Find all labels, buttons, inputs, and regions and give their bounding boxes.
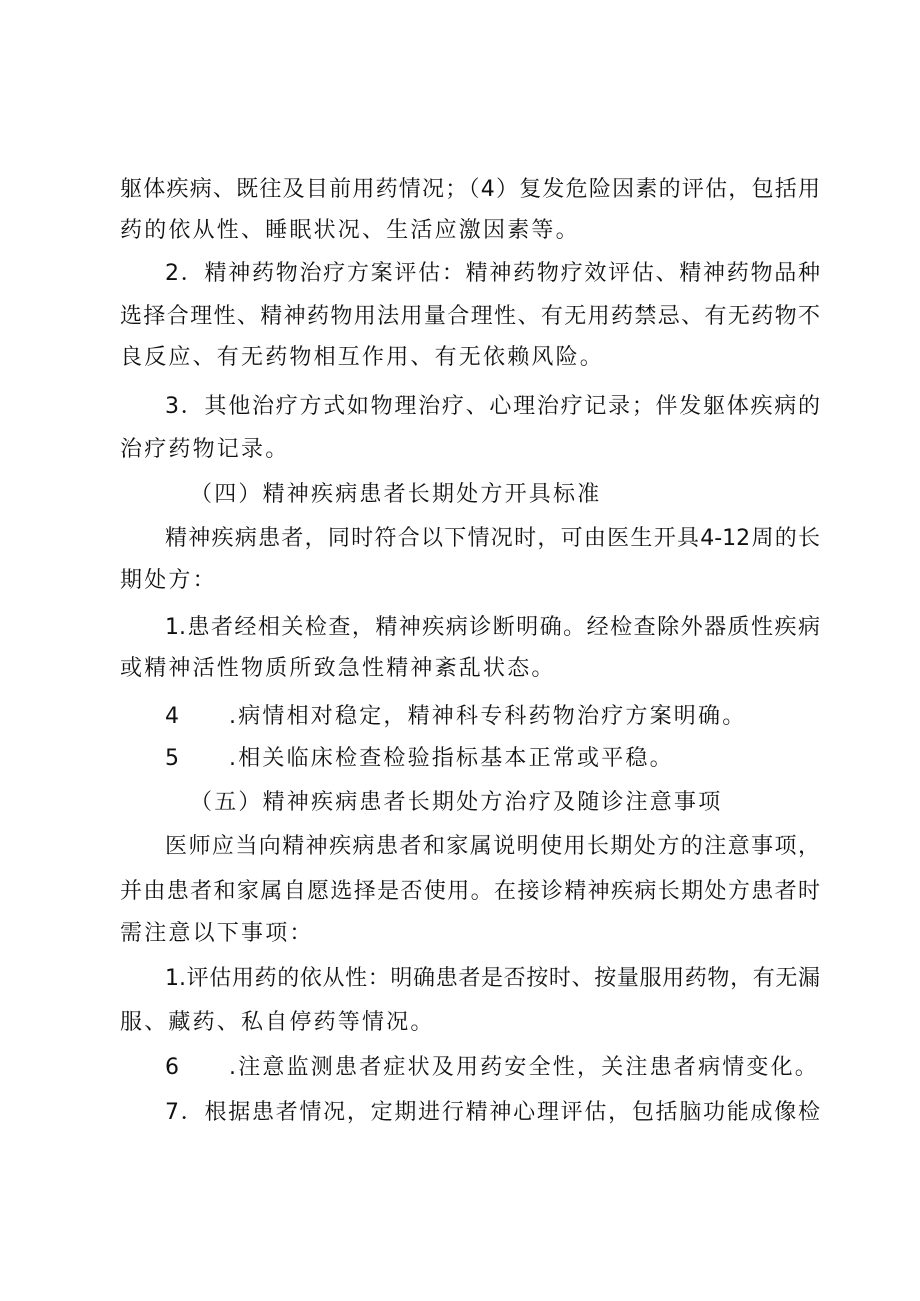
paragraph-line: 良反应、有无药物相互作用、有无依赖风险。 [120, 345, 605, 370]
list-number: 4 [165, 704, 182, 729]
list-item-3: 3．其他治疗方式如物理治疗、心理治疗记录；伴发躯体疾病的 [165, 394, 820, 419]
list-text: .病情相对稳定，精神科专科药物治疗方案明确。 [229, 704, 747, 729]
paragraph-line: 并由患者和家属自愿选择是否使用。在接诊精神疾病长期处方患者时 [120, 879, 820, 904]
list-item-4 [165, 703, 746, 733]
list-item-1: 1.患者经相关检查，精神疾病诊断明确。经检查除外器质性疾病 [165, 615, 820, 640]
list-text: .注意监测患者症状及用药安全性，关注患者病情变化。 [229, 1055, 819, 1080]
list-item-6 [165, 1054, 819, 1084]
paragraph-line: 选择合理性、精神药物用法用量合理性、有无用药禁忌、有无药物不 [120, 304, 820, 329]
list-item-1: 1.评估用药的依从性：明确患者是否按时、按量服用药物，有无漏 [165, 966, 820, 991]
list-number: 5 [165, 746, 182, 771]
paragraph-line: 需注意以下事项： [120, 921, 314, 946]
list-item-7: 7．根据患者情况，定期进行精神心理评估，包括脑功能成像检 [165, 1100, 820, 1125]
paragraph-line: 躯体疾病、既往及目前用药情况；（4）复发危险因素的评估，包括用 [120, 177, 820, 202]
paragraph-line: 治疗药物记录。 [120, 437, 290, 462]
section-heading-4: （四）精神疾病患者长期处方开具标准 [190, 482, 602, 507]
paragraph-line: 服、藏药、私自停药等情况。 [120, 1010, 435, 1035]
list-item-2: 2．精神药物治疗方案评估：精神药物疗效评估、精神药物品种 [165, 261, 820, 286]
paragraph-line: 或精神活性物质所致急性精神紊乱状态。 [120, 656, 556, 681]
list-text: .相关临床检查检验指标基本正常或平稳。 [229, 746, 674, 771]
paragraph-line: 药的依从性、睡眠状况、生活应激因素等。 [120, 218, 580, 243]
list-number: 6 [165, 1055, 182, 1080]
paragraph-line: 期处方： [120, 568, 217, 593]
list-item-5 [165, 745, 674, 775]
paragraph-line: 医师应当向精神疾病患者和家属说明使用长期处方的注意事项， [165, 834, 820, 859]
paragraph-line: 精神疾病患者，同时符合以下情况时，可由医生开具4-12周的长 [165, 526, 820, 551]
section-heading-5: （五）精神疾病患者长期处方治疗及随诊注意事项 [190, 790, 723, 815]
